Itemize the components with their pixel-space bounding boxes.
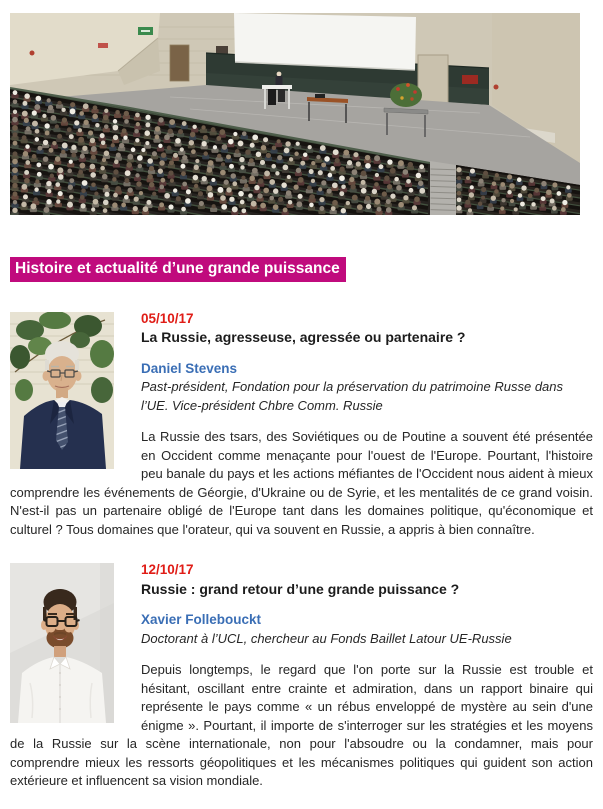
- talk-date: 12/10/17: [141, 562, 194, 577]
- talk-date: 05/10/17: [141, 310, 194, 326]
- speaker-role: Past-président, Fondation pour la préservation du patrimoine Russe dans l’UE. Vice-président Chbre Comm. Russie: [141, 379, 564, 413]
- talk-description: La Russie des tsars, des Soviétiques ou de Poutine a souvent été présentée en Occident comme menaçante pour l'ouest de l'Europe. Pourtant, l'histoire peu banale du pays et les actions méfiantes de l'Occident nous aident à mieux comprendre les événements de Géorgie, d'Ukraine ou de Syrie, et les mentalités de ce grand voisin. N'est-il pas un partenaire obligé de l'Europe tant dans les domaines politique, qu'économique et culturel ? Tous domaines que l'orateur, qui va souvent en Russie, a appris à bien connaître.: [10, 429, 593, 537]
- speaker-name: Xavier Follebouckt: [141, 612, 262, 627]
- talk-title: La Russie, agresseuse, agressée ou partenaire ?: [141, 329, 466, 345]
- talk-item-1: [10, 310, 593, 540]
- talk-description: Depuis longtemps, le regard que l'on porte sur la Russie est trouble et hésitant, oscillant entre crainte et admiration, dans un rapport binaire qui représente le pays comme « un rébus enveloppé de mystère au sein d'une énigme ». Pourtant, il importe de s'interroger sur les stratégies et les moyens de la Russie sur la scène internationale, non pour l'absoudre ou la condamner, mais pour comprendre mieux les ressorts géopolitiques et les mécanismes politiques qui guident son action extérieure et influencent sa vision mondiale.: [10, 662, 593, 788]
- section-title-banner: [10, 257, 593, 282]
- section-title: Histoire et actualité d’une grande puissance: [10, 257, 346, 282]
- speaker-photo-daniel-stevens: [10, 312, 114, 469]
- speaker-photo-xavier-follebouckt: [10, 563, 114, 723]
- talk-item-2: [10, 561, 593, 791]
- speaker-role: Doctorant à l’UCL, chercheur au Fonds Baillet Latour UE-Russie: [141, 630, 512, 646]
- talk-title: Russie : grand retour d’une grande puissance ?: [141, 580, 460, 597]
- lecture-hall-illustration: [10, 13, 580, 215]
- portrait-daniel-stevens-illustration: [10, 312, 114, 469]
- speaker-name: Daniel Stevens: [141, 360, 238, 376]
- lecture-hall-photo: [10, 13, 580, 215]
- portrait-xavier-follebouckt-illustration: [10, 563, 114, 723]
